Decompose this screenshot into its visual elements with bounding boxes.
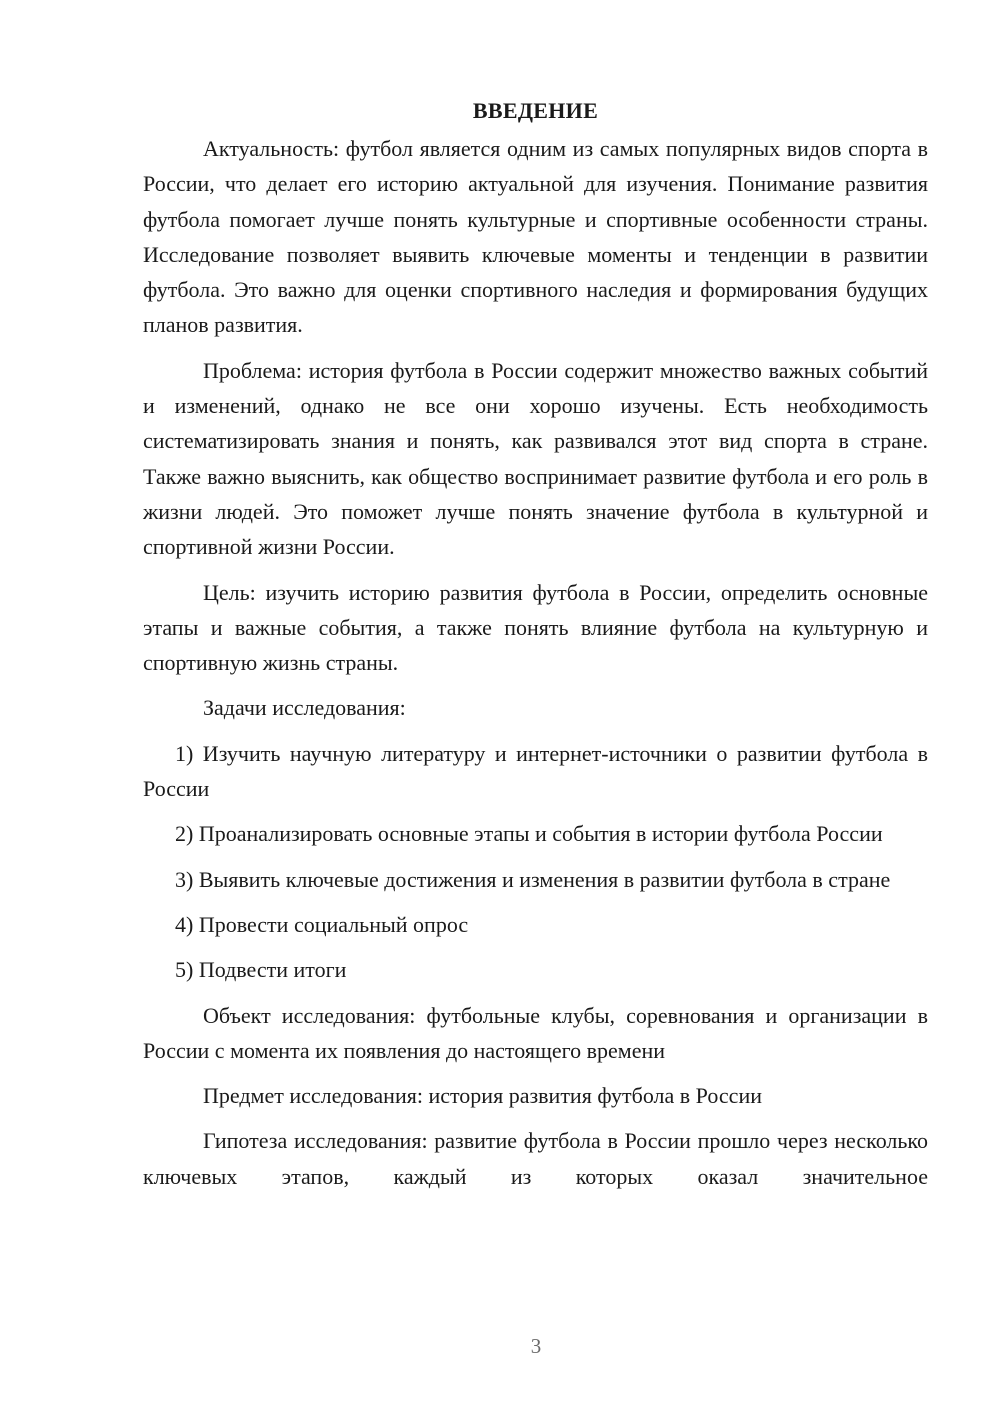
task-item-2: 2) Проанализировать основные этапы и события в истории футбола России — [175, 821, 883, 847]
hypothesis-paragraph: Гипотеза исследования: развитие футбола в России прошло через несколько ключевых этапов, каждый из которых оказал значительное — [143, 1128, 928, 1189]
task-item-4: 4) Провести социальный опрос — [175, 911, 469, 937]
document-page — [143, 95, 928, 1194]
relevance-paragraph: Актуальность: футбол является одним из самых популярных видов спорта в России, что делает его историю актуальной для изучения. Понимание развития футбола помогает лучше понять культурные и спортивные особенности страны. Исследование позволяет выявить ключевые моменты и тенденции в развитии футбола. Это важно для оценки спортивного наследия и формирования будущих планов развития. — [143, 136, 928, 338]
goal-paragraph: Цель: изучить историю развития футбола в России, определить основные этапы и важные события, а также понять влияние футбола на культурную и спортивную жизнь страны. — [143, 579, 928, 676]
object-paragraph: Объект исследования: футбольные клубы, соревнования и организации в России с момента их появления до настоящего времени — [143, 1002, 928, 1063]
tasks-title: Задачи исследования: — [203, 695, 406, 721]
page-number: 3 — [530, 1334, 542, 1358]
task-item-1: 1) Изучить научную литературу и интернет-источники о развитии футбола в России — [143, 740, 928, 802]
task-item-3: 3) Выявить ключевые достижения и изменения в развитии футбола в стране — [175, 866, 891, 892]
section-heading: ВВЕДЕНИЕ — [472, 98, 599, 123]
problem-paragraph: Проблема: история футбола в России содержит множество важных событий и изменений, однако не все они хорошо изучены. Есть необходимость систематизировать знания и понять, как развивался этот вид спорта в стране. Также важно выяснить, как общество воспринимает развитие футбола и его роль в жизни людей. Это поможет лучше понять значение футбола в культурной и спортивной жизни России. — [143, 357, 928, 560]
subject-paragraph: Предмет исследования: история развития футбола в России — [203, 1083, 762, 1109]
task-item-5: 5) Подвести итоги — [175, 957, 347, 983]
